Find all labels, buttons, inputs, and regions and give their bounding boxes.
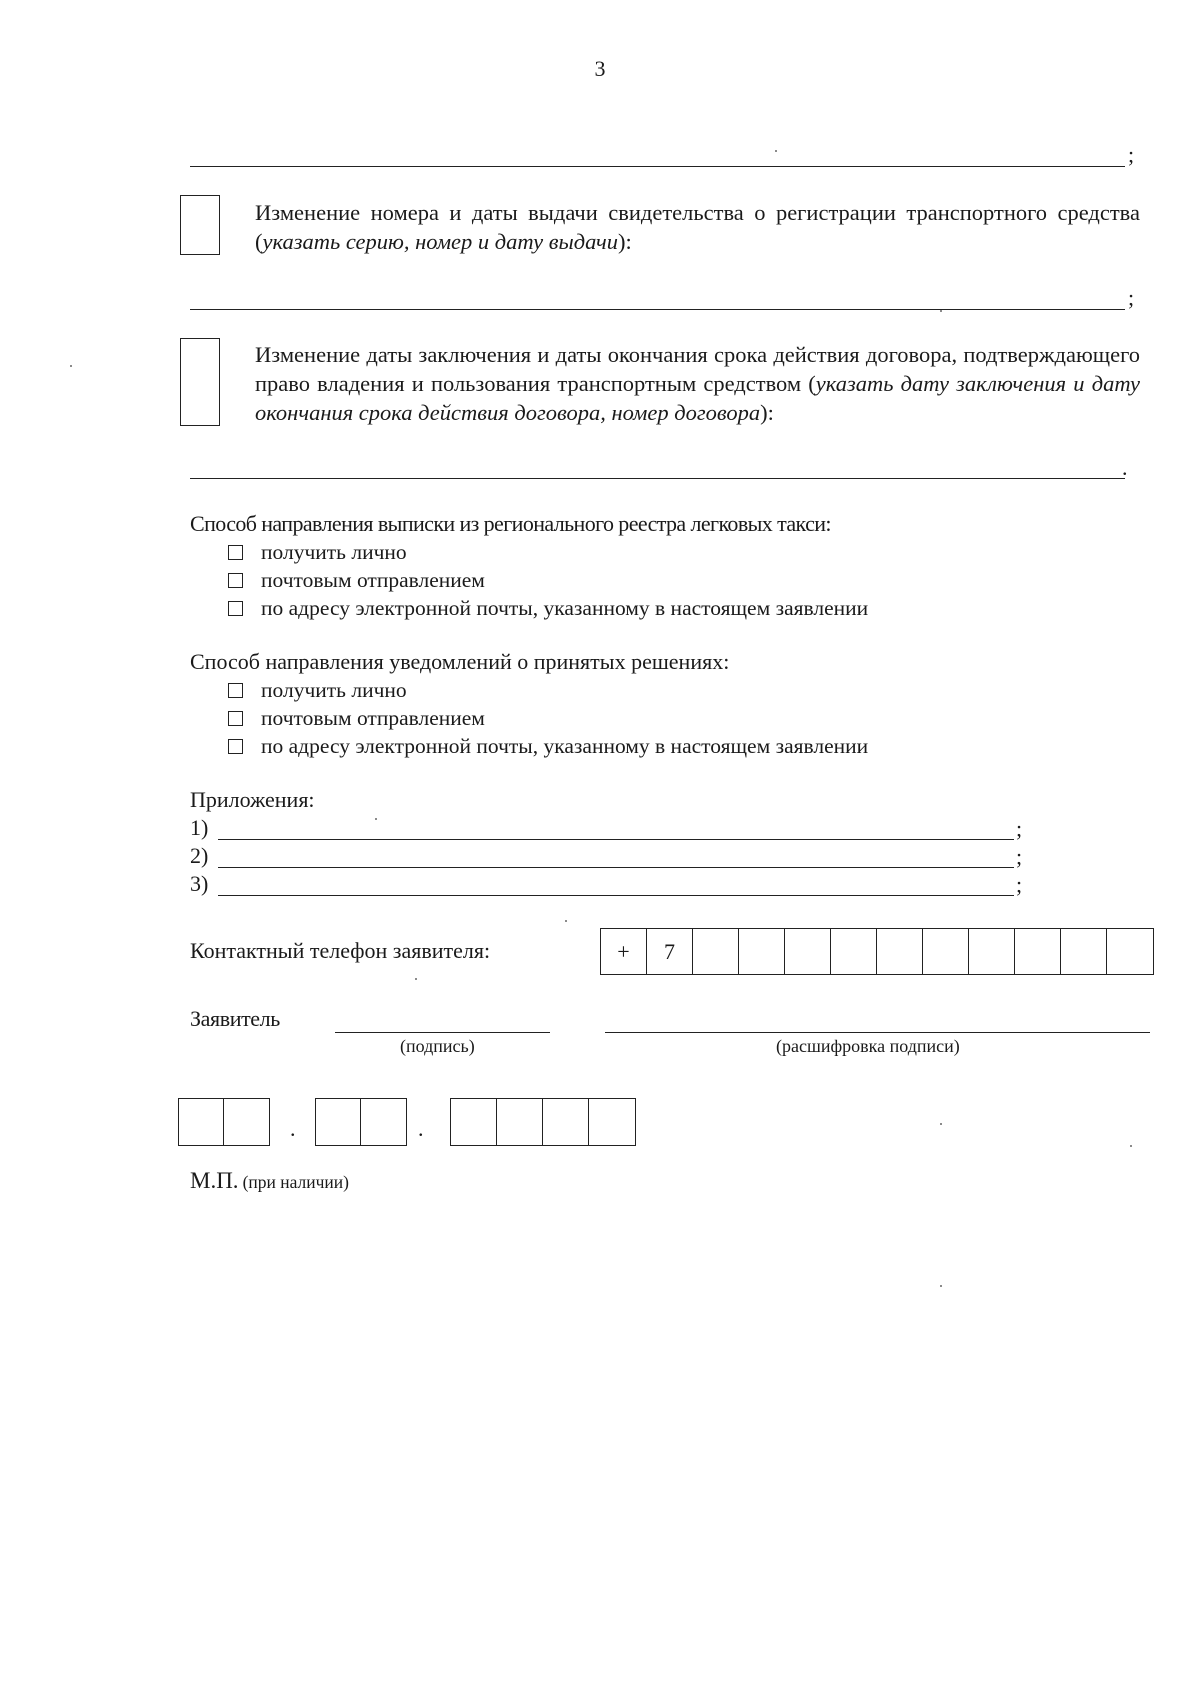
scan-speck [940,1285,942,1287]
date-cell[interactable] [179,1099,224,1145]
phone-cells[interactable] [600,928,1154,975]
date-cell[interactable] [497,1099,543,1145]
date-separator: . [290,1116,296,1141]
option-label: по адресу электронной почты, указанному в настоящем заявлении [261,596,869,620]
attachment-number: 1) [190,815,209,840]
scan-speck [375,818,377,820]
phone-cell[interactable] [923,929,969,974]
signature-line[interactable] [335,1032,550,1033]
date-cell[interactable] [543,1099,589,1145]
signature-caption: (подпись) [400,1036,475,1056]
contract-change-text-main: Изменение даты заключения и даты окончания срока действия договора, подтверждающего право владения и пользования транспортным средством ( [255,342,1140,396]
scan-speck [70,365,72,367]
date-cell[interactable] [589,1099,635,1145]
line-terminator: ; [1016,844,1023,869]
date-day-cells[interactable] [178,1098,270,1146]
contract-change-instruction: указать дату заключения и дату окончания срока действия договора, номер договора [255,371,1140,425]
line-terminator: ; [1128,142,1135,167]
applicant-label: Заявитель [190,1006,280,1031]
certificate-change-text-main: Изменение номера и даты выдачи свидетельства о регистрации транспортного средства ( [255,200,1140,254]
phone-cell[interactable] [1061,929,1107,974]
line-terminator: ; [1128,285,1135,310]
checkbox[interactable] [228,739,243,754]
line-terminator: ; [1016,872,1023,897]
certificate-change-text-end: ): [618,229,632,254]
phone-cell[interactable] [1107,929,1153,974]
line-terminator: ; [1016,816,1023,841]
attachment-line[interactable] [218,867,1014,868]
phone-cell[interactable] [693,929,739,974]
option-label: получить лично [261,678,407,702]
stamp-note: (при наличии) [242,1172,349,1192]
date-cell[interactable] [361,1099,406,1145]
scan-speck [940,1123,942,1125]
notification-option-personal[interactable] [228,676,868,704]
fill-line-top[interactable] [190,166,1125,167]
signature-decoding-line[interactable] [605,1032,1150,1033]
certificate-change-text [255,198,1140,256]
notification-option-email[interactable] [228,732,868,760]
fill-line-certificate[interactable] [190,309,1125,310]
date-cell[interactable] [316,1099,361,1145]
page-number: 3 [594,56,606,81]
checkbox[interactable] [228,545,243,560]
attachment-line[interactable] [218,895,1014,896]
phone-cell[interactable] [1015,929,1061,974]
attachments-heading: Приложения: [190,787,315,812]
fill-line-contract[interactable] [190,478,1125,479]
attachment-number: 2) [190,843,209,868]
phone-cell[interactable] [785,929,831,974]
checkbox[interactable] [228,711,243,726]
scan-speck [565,920,567,922]
certificate-change-checkbox[interactable] [180,195,220,255]
stamp-label [190,1168,349,1194]
attachment-number: 3) [190,871,209,896]
date-cell[interactable] [224,1099,269,1145]
date-month-cells[interactable] [315,1098,407,1146]
contract-change-text [255,340,1140,427]
phone-cell: + [601,929,647,974]
phone-cell[interactable] [739,929,785,974]
phone-cell[interactable] [877,929,923,974]
extract-option-email[interactable] [228,594,868,622]
option-label: почтовым отправлением [261,706,485,730]
checkbox[interactable] [228,601,243,616]
extract-option-mail[interactable] [228,566,868,594]
phone-label: Контактный телефон заявителя: [190,938,491,963]
certificate-change-instruction: указать серию, номер и дату выдачи [262,229,619,254]
date-year-cells[interactable] [450,1098,636,1146]
checkbox[interactable] [228,683,243,698]
checkbox[interactable] [228,573,243,588]
option-label: по адресу электронной почты, указанному в настоящем заявлении [261,734,869,758]
attachment-line[interactable] [218,839,1014,840]
scan-speck [775,150,777,152]
extract-delivery-heading: Способ направления выписки из регионального реестра легковых такси: [190,511,831,536]
date-cell[interactable] [451,1099,497,1145]
notification-option-mail[interactable] [228,704,868,732]
signature-decoding-caption: (расшифровка подписи) [776,1036,960,1056]
extract-delivery-options [228,538,868,622]
stamp-abbrev: М.П. [190,1168,239,1193]
phone-cell[interactable] [831,929,877,974]
option-label: получить лично [261,540,407,564]
notification-delivery-options [228,676,868,760]
date-separator: . [418,1116,424,1141]
scan-speck [1130,1145,1132,1147]
scan-speck [940,310,942,312]
line-terminator: . [1122,455,1128,480]
scan-speck [415,978,417,980]
notification-delivery-heading: Способ направления уведомлений о принятых решениях: [190,649,730,674]
phone-cell: 7 [647,929,693,974]
contract-change-text-end: ): [760,400,774,425]
option-label: почтовым отправлением [261,568,485,592]
contract-change-checkbox[interactable] [180,338,220,426]
phone-cell[interactable] [969,929,1015,974]
extract-option-personal[interactable] [228,538,868,566]
